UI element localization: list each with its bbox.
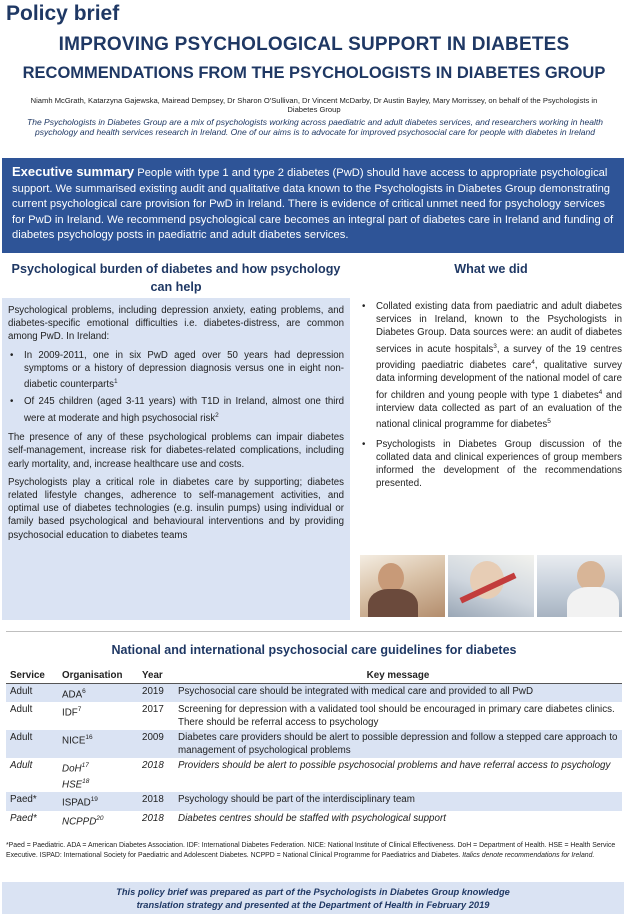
year-cell: 2018	[142, 812, 164, 824]
photo-strip	[360, 555, 622, 617]
subtitle: RECOMMENDATIONS FROM THE PSYCHOLOGISTS IN DIABETES GROUP	[22, 64, 606, 82]
organisation-name: ISPAD	[62, 797, 91, 809]
footnote-abbreviations: *Paed = Paediatric. ADA = American Diabetes Association. IDF: International Diabetes Federation. NICE: National Institute of Clinical Effectiveness. DoH = Department of Health. HSE = Health Service Executive. ISPAD: International Society for Paediatric and Adolescent Diabetes. NCPPD = National Clinical Programme for Paediatrics and Diabetes.	[6, 842, 616, 859]
policy-brief-label: Policy brief	[6, 2, 120, 25]
burden-heading: Psychological burden of diabetes and how psychology can help	[11, 262, 341, 294]
year-cell: 2019	[138, 683, 174, 702]
message-cell: Screening for depression with a validated tool should be encouraged in primary care diabetes clinics. There should be referral access to psychology	[178, 703, 615, 728]
reference-number: 20	[96, 814, 104, 822]
organisation-name: DoH	[62, 763, 82, 775]
section-divider	[6, 631, 622, 632]
year-cell: 2018	[142, 759, 164, 771]
guidelines-table	[6, 668, 622, 829]
service-cell: Adult	[6, 730, 58, 758]
organisation-name: IDF	[62, 707, 78, 719]
table-row	[6, 702, 622, 730]
column-header: Organisation	[58, 668, 138, 683]
bullet-text: Psychologists in Diabetes Group discussion of the collated data and clinical experiences of group members informed the development of the recommendations presented.	[376, 438, 622, 490]
footer-line-2: translation strategy and presented at the Department of Health in February 2019	[136, 899, 490, 910]
reference-number: 3	[493, 342, 497, 350]
table-header-row	[6, 668, 622, 683]
executive-summary-box	[2, 158, 624, 253]
reference-number: 4	[598, 388, 603, 396]
reference-number: 5	[547, 418, 551, 426]
bullet-text: and interview data collected as part of an evaluation of the national clinical programme for diabetes	[376, 389, 622, 431]
service-cell: Adult	[10, 703, 33, 715]
reference-number: 18	[82, 778, 90, 786]
burden-bullet	[8, 349, 344, 392]
table-row	[6, 792, 622, 810]
service-cell: Paed*	[6, 792, 58, 810]
burden-para-1: Psychological problems, including depression anxiety, eating problems, and diabetes-specific emotional difficulties i.e. diabetes-distress, are common among PwD. In Ireland:	[8, 305, 344, 343]
what-we-did-bullet	[360, 438, 622, 491]
bullet-text: , a survey of the 19 centres providing paediatric diabetes care	[376, 343, 623, 372]
message-cell: Providers should be alert to possible psychosocial problems and have referral access to psychology	[178, 759, 611, 771]
burden-para-3: Psychologists play a critical role in diabetes care by supporting; diabetes related lifestyle changes, adherence to self-management activities, and optimal use of diabetes technologies (e.g. insulin pumps) using individual or family based psychological and behavioural interventions and by providing psychosocial education to diabetes teams	[8, 476, 344, 541]
message-cell: Diabetes care providers should be alert to possible depression and follow a stepped care approach to management of psychological problems	[174, 730, 622, 758]
reference-number: 19	[90, 796, 98, 804]
footnote-italics-note: Italics denote recommendations for Ireland.	[462, 851, 595, 859]
main-title: IMPROVING PSYCHOLOGICAL SUPPORT IN DIABETES	[58, 34, 570, 55]
table-footnote	[6, 841, 622, 860]
footer-box	[2, 882, 624, 914]
photo-woman-glucose-test	[360, 555, 445, 617]
message-cell: Diabetes centres should be staffed with psychological support	[178, 812, 446, 824]
table-row	[6, 758, 622, 793]
burden-bullet-text: In 2009-2011, one in six PwD aged over 50 years had depression symptoms or a history of depression diagnosis versus one in eight non-diabetic counterparts	[24, 349, 344, 391]
column-header: Key message	[174, 668, 622, 683]
year-cell: 2018	[138, 792, 174, 810]
column-header: Service	[6, 668, 58, 683]
organisation-name: HSE	[62, 779, 83, 791]
column-header: Year	[138, 668, 174, 683]
burden-bullet-list	[8, 349, 344, 425]
organisation-name: ADA	[62, 688, 83, 700]
intro-text: The Psychologists in Diabetes Group are a mix of psychologists working across paediatric and adult diabetes services, and researchers working in health psychology and health services research in Ireland. One of our aims is to advocate for improved psychosocial care for people with diabetes in Ireland	[27, 117, 603, 137]
organisation-name: NCPPD	[62, 815, 97, 827]
reference-number: 17	[81, 761, 89, 769]
what-we-did-bullet	[360, 300, 622, 432]
service-cell: Paed*	[10, 812, 37, 824]
table-row	[6, 811, 622, 829]
organisation-cell	[58, 792, 138, 810]
what-we-did-heading: What we did	[454, 262, 528, 276]
table-row	[6, 730, 622, 758]
reference-number: 7	[77, 705, 82, 713]
reference-number: 4	[531, 359, 535, 367]
table-row	[6, 683, 622, 702]
burden-section	[2, 298, 350, 620]
reference-number: 6	[82, 687, 86, 695]
organisation-name: NICE	[62, 735, 86, 747]
what-we-did-section	[360, 300, 622, 497]
organisation-cell	[58, 758, 138, 793]
organisation-cell	[58, 811, 138, 829]
photo-insulin-pen	[448, 555, 533, 617]
bullet-text: Collated existing data from paediatric and adult diabetes services in Ireland, known to the Psychologists in Diabetes Group. Data sources were: an audit of diabetes services in acute hospitals	[376, 301, 622, 355]
service-cell: Adult	[6, 683, 58, 702]
service-cell: Adult	[10, 759, 33, 771]
burden-para-2: The presence of any of these psychological problems can impair diabetes self-management, increase risk for diabetes-related complications, including early mortality, and, increase healthcare use and costs.	[8, 432, 344, 470]
executive-summary-text: People with type 1 and type 2 diabetes (PwD) should have access to appropriate psychological support. We summarised existing audit and qualitative data known to the Psychologists in Diabetes Group demonstrating current psychological care provision for PwD in Ireland. There is evidence of critical unmet need for psychology services for PwD in Ireland. We recommend psychological care becomes an integral part of diabetes care in Ireland and funding of diabetes psychology posts in paediatric and adult diabetes services.	[12, 167, 614, 242]
reference-number: 2	[215, 411, 219, 419]
burden-bullet	[8, 395, 344, 425]
executive-summary-heading: Executive summary	[12, 164, 135, 179]
photo-child-injection	[537, 555, 622, 617]
bullet-text: , qualitative survey data informing development of the national model of care for children and young people with type 1 diabetes	[376, 360, 622, 401]
year-cell: 2017	[142, 703, 164, 715]
burden-bullet-text: Of 245 children (aged 3-11 years) with T1D in Ireland, almost one third were at moderate and high psychosocial risk	[24, 396, 344, 424]
organisation-cell	[58, 730, 138, 758]
what-we-did-list	[360, 300, 622, 491]
authors-line: Niamh McGrath, Katarzyna Gajewska, Mairead Dempsey, Dr Sharon O'Sullivan, Dr Vincent McDarby, Dr Austin Bayley, Mary Morrissey, on behalf of the Psychologists in Diabetes Group	[30, 96, 598, 114]
year-cell: 2009	[138, 730, 174, 758]
message-cell: Psychology should be part of the interdisciplinary team	[174, 792, 622, 810]
message-cell: Psychosocial care should be integrated with medical care and provided to all PwD	[174, 683, 622, 702]
organisation-cell	[58, 702, 138, 730]
footer-line-1: This policy brief was prepared as part of the Psychologists in Diabetes Group knowledge	[116, 887, 510, 897]
organisation-cell	[58, 683, 138, 702]
reference-number: 16	[85, 733, 93, 741]
reference-number: 1	[113, 378, 118, 386]
guidelines-title: National and international psychosocial care guidelines for diabetes	[111, 643, 517, 657]
